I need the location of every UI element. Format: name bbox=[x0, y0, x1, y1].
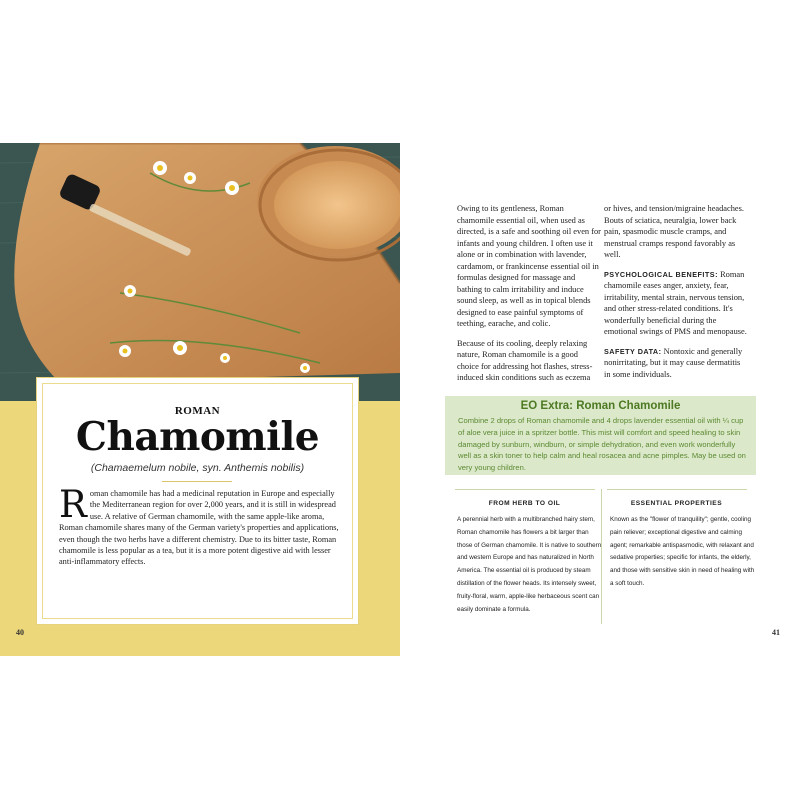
photo-illustration bbox=[0, 143, 400, 405]
herb-to-oil-text: A perennial herb with a multibranched hairy stem, Roman chamomile has flowers a bit larger than those of German chamomile. It is native to southern and western Europe and has naturalized in North America. The essential oil is produced by steam distillation of the flower heads. Its intensely sweet, fruity-floral, warm, apple-like herbaceous scent can easily dominate a formula. bbox=[457, 516, 602, 613]
safety-data bbox=[604, 346, 748, 381]
herb-to-oil-heading: FROM HERB TO OIL bbox=[488, 500, 561, 507]
page-number-left: 40 bbox=[16, 628, 24, 637]
title-card bbox=[36, 377, 359, 625]
eo-extra-title: EO Extra: Roman Chamomile bbox=[520, 400, 681, 412]
facts-top-rule-right bbox=[607, 489, 747, 490]
essential-properties-heading: ESSENTIAL PROPERTIES bbox=[630, 500, 723, 507]
drop-cap: R bbox=[59, 483, 87, 526]
safety-text: Nontoxic and generally nonirritating, but it may cause dermatitis in some individuals. bbox=[604, 346, 743, 379]
facts-top-rule-left bbox=[455, 489, 595, 490]
psych-label: PSYCHOLOGICAL BENEFITS: bbox=[604, 269, 718, 279]
body-paragraph: or hives, and tension/migraine headaches. Bouts of sciatica, neuralgia, lower back pain, spasmodic muscle cramps, and menstrual cramps respond favorably as well. bbox=[604, 204, 745, 259]
intro-paragraph bbox=[59, 483, 342, 568]
safety-label: SAFETY DATA: bbox=[604, 346, 662, 356]
body-column-2 bbox=[604, 203, 748, 388]
psychological-benefits bbox=[604, 269, 748, 338]
psych-text: Roman chamomile eases anger, anxiety, fear, irritability, mental strain, nervous tension, and other stress-related conditions. It's wonderfully beneficial during the emotional swings of PMS and menopause. bbox=[604, 269, 747, 336]
essential-properties-text: Known as the "flower of tranquility"; gentle, cooling pain reliever; exceptional digestive and calming agent; remarkable antispasmodic, with relaxant and sedative properties; specific for infants, the elderly, and those with sensitive skin in need of healing with a soft touch. bbox=[610, 516, 755, 587]
right-page bbox=[400, 0, 800, 800]
body-paragraph: Owing to its gentleness, Roman chamomile essential oil, when used as directed, is a safe and soothing oil even for infants and young children. I often use it alone or in combination with lavender, cardamom, or frankincense essential oil in formulas designed for massage and bathing to calm irritability and induce sound sleep, as well as in topical blends designed to ease painful symptoms of teething, earache, and colic. bbox=[457, 204, 601, 328]
eo-extra-text: Combine 2 drops of Roman chamomile and 4 drops lavender essential oil with ¼ cup of aloe vera juice in a spritzer bottle. This mist will comfort and speed healing to skin damaged by sunburn, windburn, or simple dehydration, and even work wonderfully well as a skin toner to help calm and heal rosacea and acne pimples. May be used on very young children. bbox=[458, 416, 746, 473]
eo-extra-box bbox=[445, 396, 756, 475]
title-eyebrow: ROMAN bbox=[174, 405, 221, 417]
body-column-1 bbox=[457, 203, 601, 392]
page-number-right: 41 bbox=[772, 628, 780, 637]
intro-text: oman chamomile has had a medicinal reputation in Europe and especially the Mediterranean region for over 2,000 years, and it is still in widespread use. A relative of German chamomile, with the same apple-like aroma, Roman chamomile shares many of the German variety's properties and applications, even though the two herbs have a different chemistry. Due to its bitter taste, Roman chamomile is less popular as a tea, but it is a more potent digestive aid with lesser anti-inflammatory effects. bbox=[59, 489, 339, 567]
page-title: Chamomile bbox=[75, 414, 320, 460]
title-divider bbox=[162, 481, 232, 482]
chamomile-oil-photo bbox=[0, 143, 400, 405]
body-paragraph: Because of its cooling, deeply relaxing nature, Roman chamomile is a good choice for addressing hot flashes, stress-induced skin conditions such as eczema bbox=[457, 338, 593, 382]
latin-name: (Chamaemelum nobile, syn. Anthemis nobilis) bbox=[90, 462, 305, 474]
